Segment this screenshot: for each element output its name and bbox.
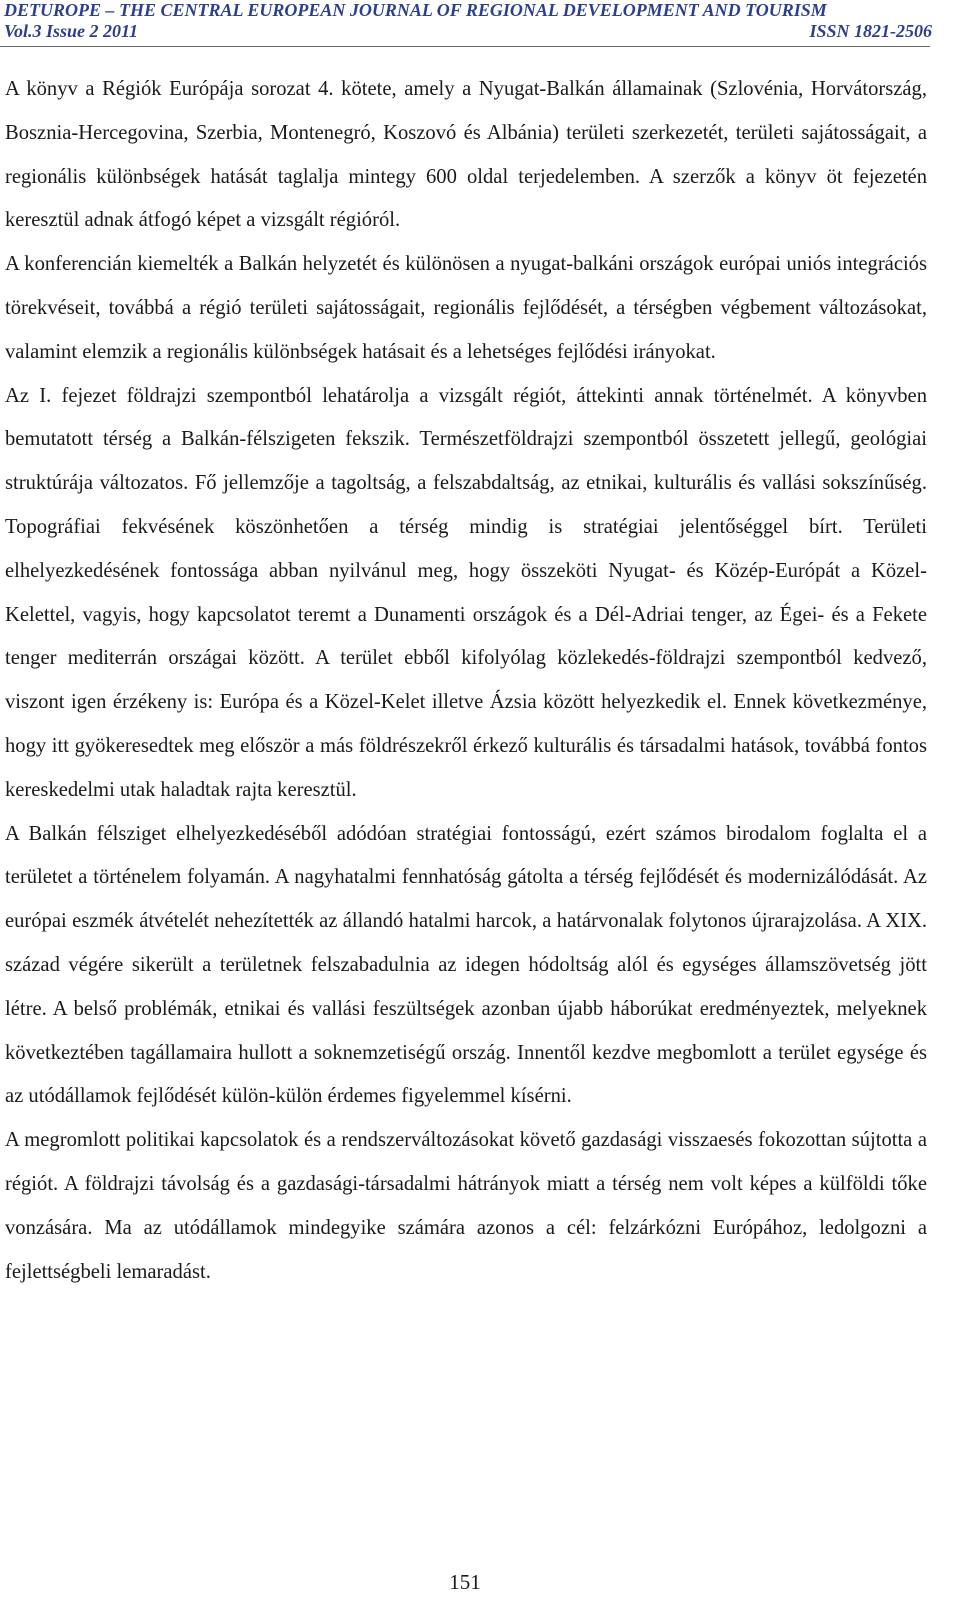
journal-header [4,0,932,42]
paragraph-3: Az I. fejezet földrajzi szempontból lehatárolja a vizsgált régiót, áttekinti annak történelmét. A könyvben bemutatott térség a Balkán-félszigeten fekszik. Természetföldrajzi szempontból összetett jellegű, geológiai struktúrája változatos. Fő jellemzője a tagoltság, a felszabdaltság, az etnikai, kulturális és vallási sokszínűség. Topográfiai fekvésének köszönhetően a térség mindig is stratégiai jelentőséggel bírt. Területi elhelyezkedésének fontossága abban nyilvánul meg, hogy összeköti Nyugat- és Közép-Európát a Közel-Kelettel, vagyis, hogy kapcsolatot teremt a Dunamenti országok és a Dél-Adriai tenger, az Égei- és a Fekete tenger mediterrán országai között. A terület ebből kifolyólag közlekedés-földrajzi szempontból kedvező, viszont igen érzékeny is: Európa és a Közel-Kelet illetve Ázsia között helyezkedik el. Ennek következménye, hogy itt gyökeresedtek meg először a más földrészekről érkező kulturális és társadalmi hatások, továbbá fontos kereskedelmi utak haladtak rajta keresztül. [5,384,927,801]
journal-issn: ISSN 1821-2506 [809,21,932,41]
article-body [5,68,927,1294]
journal-title: DETUROPE – THE CENTRAL EUROPEAN JOURNAL OF REGIONAL DEVELOPMENT AND TOURISM [4,0,827,20]
header-divider [0,46,930,47]
paragraph-4: A Balkán félsziget elhelyezkedéséből adódóan stratégiai fontosságú, ezért számos birodalom foglalta el a területet a történelem folyamán. A nagyhatalmi fennhatóság gátolta a térség fejlődését és modernizálódását. Az európai eszmék átvételét nehezítették az állandó hatalmi harcok, a határvonalak folytonos újrarajzolása. A XIX. század végére sikerült a területnek felszabadulnia az idegen hódoltság alól és egységes államszövetség jött létre. A belső problémák, etnikai és vallási feszültségek azonban újabb háborúkat eredményeztek, melyeknek következtében tagállamaira hullott a soknemzetiségű ország. Innentől kezdve megbomlott a terület egysége és az utódállamok fejlődését külön-külön érdemes figyelemmel kísérni. [5,822,927,1108]
page-number: 151 [449,1570,481,1594]
paragraph-2: A konferencián kiemelték a Balkán helyzetét és különösen a nyugat-balkáni országok európai uniós integrációs törekvéseit, továbbá a régió területi sajátosságait, regionális fejlődését, a térségben végbement változásokat, valamint elemzik a regionális különbségek hatásait és a lehetséges fejlődési irányokat. [5,253,927,363]
journal-title-row [4,0,932,21]
journal-issue-row [4,21,932,42]
journal-volume: Vol.3 Issue 2 2011 [4,21,139,41]
paragraph-1: A könyv a Régiók Európája sorozat 4. kötete, amely a Nyugat-Balkán államainak (Szlovénia, Horvátország, Bosznia-Hercegovina, Szerbia, Montenegró, Koszovó és Albánia) területi szerkezetét, területi sajátosságait, a regionális különbségek hatását taglalja mintegy 600 oldal terjedelemben. A szerzők a könyv öt fejezetén keresztül adnak átfogó képet a vizsgált régióról. [5,78,927,232]
paragraph-5: A megromlott politikai kapcsolatok és a rendszerváltozásokat követő gazdasági visszaesés fokozottan sújtotta a régiót. A földrajzi távolság és a gazdasági-társadalmi hátrányok miatt a térség nem volt képes a külföldi tőke vonzására. Ma az utódállamok mindegyike számára azonos a cél: felzárkózni Európához, ledolgozni a fejlettségbeli lemaradást. [5,1129,927,1283]
